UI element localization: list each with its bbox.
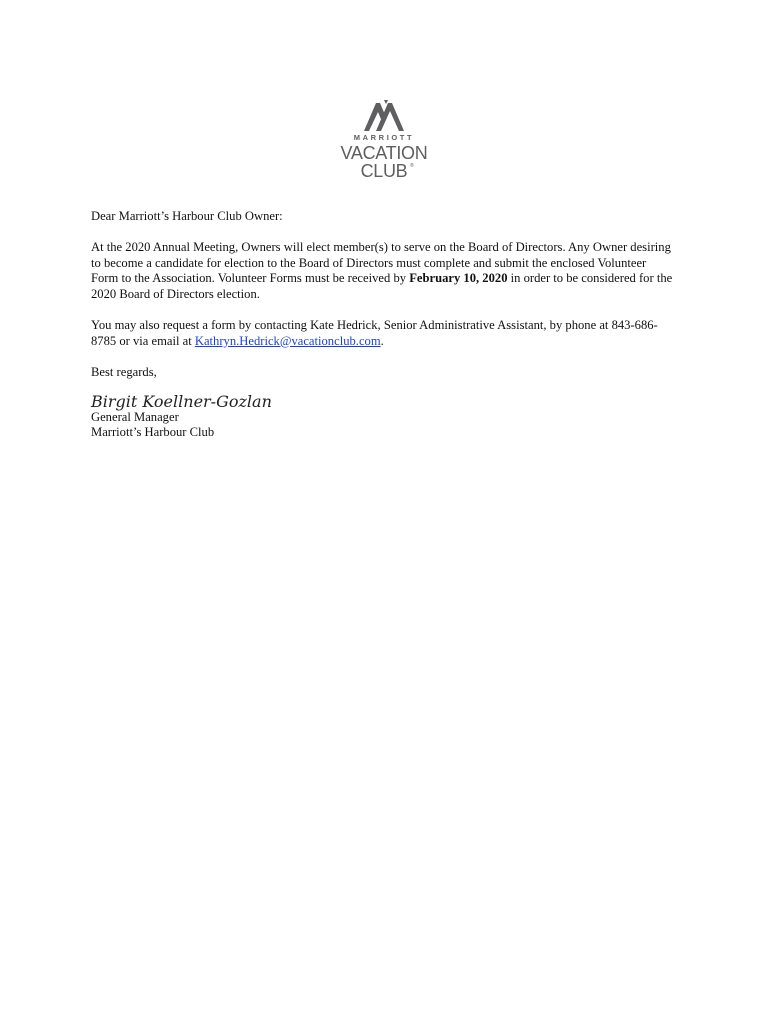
signature-block	[91, 394, 676, 441]
paragraph-contact-text-before: You may also request a form by contacting Kate Hedrick, Senior Administrative Assistant, by phone at 843-686-8785 or via email at	[91, 318, 658, 348]
paragraph-election	[91, 240, 676, 302]
registered-mark: ®	[410, 163, 414, 169]
paragraph-election-text-before: At the 2020 Annual Meeting, Owners will elect member(s) to serve on the Board of Directors. Any Owner desiring to become a candidate for election to the Board of Directors must complete and submit the enclosed Volunteer Form to the Association. Volunteer Forms must be received by	[91, 240, 671, 286]
deadline-date: February 10, 2020	[409, 271, 508, 286]
logo-club-text: CLUB ®	[360, 161, 414, 181]
marriott-vacation-club-logo	[329, 98, 439, 182]
paragraph-contact-text-after: .	[380, 333, 384, 348]
signer-organization: Marriott’s Harbour Club	[91, 425, 215, 440]
signer-title: General Manager	[91, 409, 179, 424]
marriott-m-icon	[362, 98, 406, 132]
logo-brand-text: MARRIOTT	[353, 133, 415, 142]
letter-body	[91, 209, 676, 441]
salutation: Dear Marriott’s Harbour Club Owner:	[91, 209, 283, 223]
email-link[interactable]: Kathryn.Hedrick@vacationclub.com	[194, 333, 381, 348]
paragraph-election-text-after: in order to be considered for the 2020 Board of Directors election.	[91, 271, 673, 301]
closing: Best regards,	[91, 364, 157, 379]
signature-name: Birgit Koellner-Gozlan	[91, 392, 272, 412]
paragraph-contact	[91, 318, 676, 349]
logo-vacation-text: VACATION	[340, 143, 428, 163]
